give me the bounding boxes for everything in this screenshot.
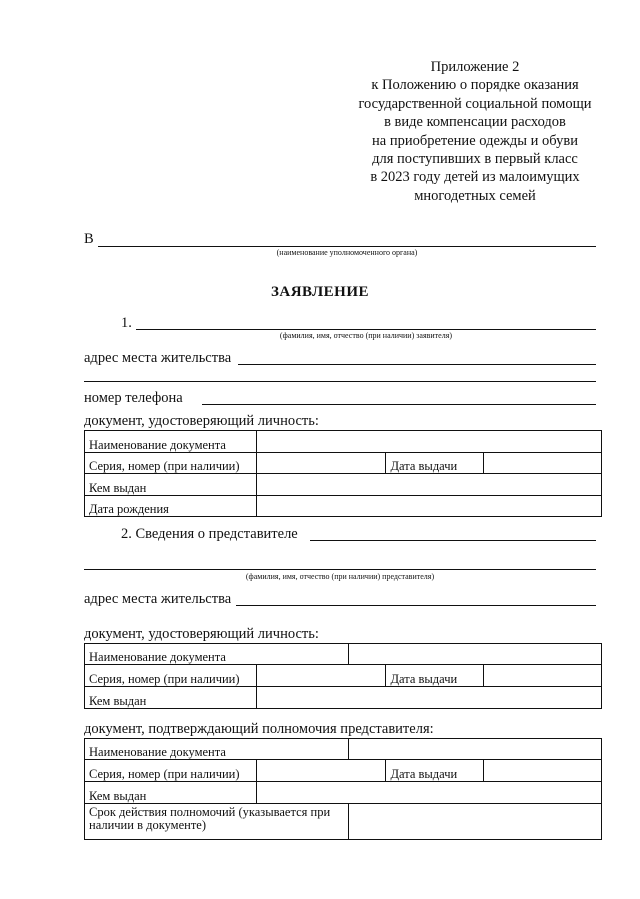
representative-id-table — [84, 643, 602, 709]
authority-doc-label: документ, подтверждающий полномочия представителя: — [84, 721, 434, 737]
header-line: к Положению о порядке оказания — [371, 77, 579, 94]
doc-name-field[interactable] — [348, 739, 601, 760]
issue-date-label: Дата выдачи — [386, 665, 484, 687]
birth-date-label: Дата рождения — [85, 496, 257, 517]
applicant-address-field[interactable] — [238, 364, 596, 365]
doc-name-field[interactable] — [256, 431, 601, 453]
header-line: в виде компенсации расходов — [384, 114, 566, 131]
applicant-phone-field[interactable] — [202, 404, 596, 405]
representative-heading: 2. Сведения о представителе — [121, 526, 298, 542]
representative-name-field-2[interactable] — [84, 569, 596, 570]
applicant-address-field-2[interactable] — [84, 381, 596, 382]
issued-by-field[interactable] — [256, 782, 601, 804]
applicant-id-table — [84, 430, 602, 517]
series-number-label: Серия, номер (при наличии) — [85, 760, 257, 782]
issued-by-label: Кем выдан — [85, 687, 257, 709]
series-number-field[interactable] — [256, 665, 386, 687]
addressee-prefix: В — [84, 231, 94, 247]
issue-date-field[interactable] — [484, 453, 602, 474]
header-line: на приобретение одежды и обуви — [372, 132, 578, 149]
validity-field[interactable] — [348, 804, 601, 840]
doc-name-label: Наименование документа — [85, 739, 349, 760]
series-number-label: Серия, номер (при наличии) — [85, 453, 257, 474]
series-number-field[interactable] — [256, 760, 386, 782]
header-line: Приложение 2 — [430, 59, 520, 75]
series-number-field[interactable] — [256, 453, 386, 474]
applicant-name-field[interactable] — [136, 329, 596, 330]
header-line: государственной социальной помощи — [358, 95, 592, 112]
applicant-name-caption: (фамилия, имя, отчество (при наличии) заявителя) — [279, 331, 453, 340]
representative-name-caption: (фамилия, имя, отчество (при наличии) представителя) — [245, 572, 435, 581]
appendix-header — [330, 58, 620, 205]
authority-doc-table — [84, 738, 602, 840]
doc-name-label: Наименование документа — [85, 431, 257, 453]
representative-id-doc-label: документ, удостоверяющий личность: — [84, 626, 319, 642]
issued-by-field[interactable] — [256, 687, 601, 709]
applicant-address-label: адрес места жительства — [84, 350, 232, 366]
representative-address-label: адрес места жительства — [84, 591, 232, 607]
issue-date-label: Дата выдачи — [386, 453, 484, 474]
validity-label: Срок действия полномочий (указывается при наличии в документе) — [85, 804, 349, 840]
addressee-field[interactable] — [98, 246, 596, 247]
applicant-phone-label: номер телефона — [84, 390, 183, 406]
section-1-number: 1. — [121, 315, 132, 331]
document-title: ЗАЯВЛЕНИЕ — [270, 284, 370, 300]
doc-name-field[interactable] — [348, 644, 601, 665]
representative-address-field[interactable] — [236, 605, 596, 606]
birth-date-field[interactable] — [256, 496, 601, 517]
header-line: в 2023 году детей из малоимущих — [370, 169, 580, 186]
applicant-id-doc-label: документ, удостоверяющий личность: — [84, 413, 319, 429]
addressee-caption: (наименование уполномоченного органа) — [276, 248, 418, 257]
issue-date-field[interactable] — [484, 760, 602, 782]
issued-by-field[interactable] — [256, 474, 601, 496]
issued-by-label: Кем выдан — [85, 474, 257, 496]
issued-by-label: Кем выдан — [85, 782, 257, 804]
doc-name-label: Наименование документа — [85, 644, 349, 665]
issue-date-field[interactable] — [484, 665, 602, 687]
issue-date-label: Дата выдачи — [386, 760, 484, 782]
representative-name-field[interactable] — [310, 540, 596, 541]
header-line: многодетных семей — [414, 187, 536, 204]
header-line: для поступивших в первый класс — [372, 151, 578, 168]
series-number-label: Серия, номер (при наличии) — [85, 665, 257, 687]
